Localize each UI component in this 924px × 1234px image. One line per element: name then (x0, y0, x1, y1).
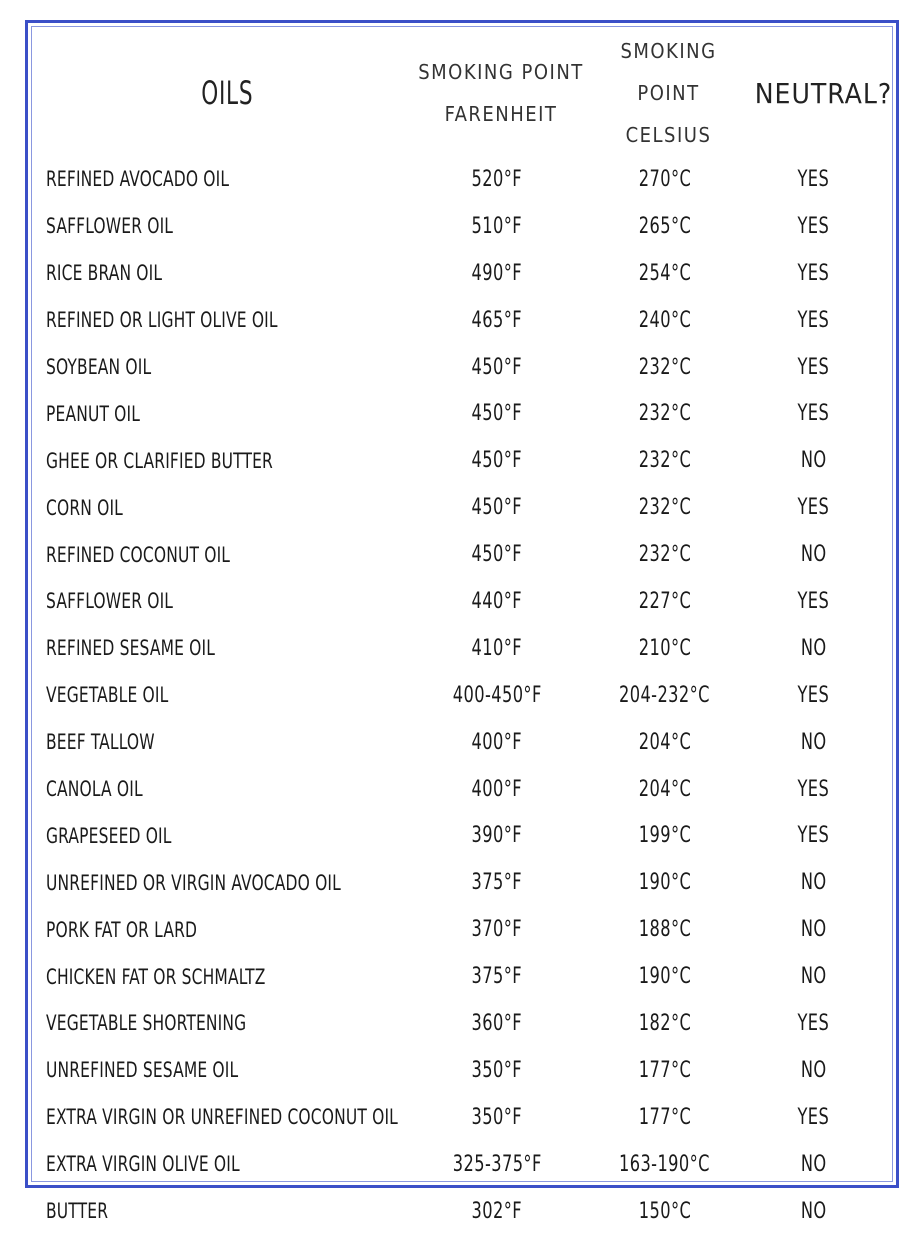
neutral-value: NO (800, 917, 827, 943)
smoking-point-celsius: 150°C (638, 1198, 691, 1224)
oil-name: BEEF TALLOW (46, 730, 155, 755)
neutral-value-cell (751, 812, 896, 859)
neutral-value: YES (797, 401, 830, 427)
table-row (46, 1000, 896, 1047)
smoking-point-fahrenheit-cell (416, 1188, 586, 1234)
smoking-point-celsius: 254°C (638, 260, 691, 286)
smoking-point-celsius: 204-232°C (619, 682, 710, 708)
neutral-value: YES (797, 682, 830, 708)
smoking-point-celsius: 227°C (638, 588, 691, 614)
smoking-point-celsius: 232°C (638, 401, 691, 427)
oil-name: GRAPESEED OIL (46, 823, 172, 848)
oil-name: SAFFLOWER OIL (46, 214, 174, 239)
table-row (46, 1094, 896, 1141)
smoking-point-celsius: 177°C (638, 1057, 691, 1083)
neutral-value-cell (751, 1047, 896, 1094)
smoking-point-fahrenheit: 400°F (471, 729, 523, 755)
header-neutral: NEUTRAL? (754, 76, 893, 110)
neutral-value-cell (751, 390, 896, 437)
smoking-point-celsius-cell (586, 156, 751, 203)
table-row (46, 953, 896, 1000)
smoking-point-celsius-cell (586, 625, 751, 672)
oil-name-cell (46, 1047, 416, 1094)
smoking-point-celsius-cell (586, 672, 751, 719)
oil-name-cell (46, 297, 416, 344)
header-celsius-line2: CELSIUS (625, 123, 712, 147)
smoking-point-fahrenheit: 350°F (471, 1057, 523, 1083)
oil-name: CHICKEN FAT OR SCHMALTZ (46, 964, 266, 989)
oil-name-cell (46, 390, 416, 437)
neutral-value-cell (751, 484, 896, 531)
smoking-point-celsius: 190°C (638, 964, 691, 990)
smoking-point-celsius: 204°C (638, 776, 691, 802)
neutral-value: YES (797, 260, 830, 286)
smoking-point-celsius-cell (586, 812, 751, 859)
table-row (46, 1141, 896, 1188)
smoking-point-celsius: 210°C (638, 635, 691, 661)
smoking-point-celsius-cell (586, 1047, 751, 1094)
oil-name-cell (46, 766, 416, 813)
smoking-point-fahrenheit: 390°F (471, 823, 523, 849)
smoking-point-fahrenheit-cell (416, 906, 586, 953)
oil-name: VEGETABLE OIL (46, 683, 169, 708)
smoking-point-celsius: 204°C (638, 729, 691, 755)
neutral-value: YES (797, 307, 830, 333)
neutral-value-cell (751, 578, 896, 625)
oil-name: VEGETABLE SHORTENING (46, 1011, 247, 1036)
smoking-point-celsius-cell (586, 437, 751, 484)
neutral-value-cell (751, 625, 896, 672)
smoking-point-fahrenheit-cell (416, 156, 586, 203)
neutral-value: YES (797, 588, 830, 614)
oil-name: RICE BRAN OIL (46, 261, 163, 286)
smoking-point-celsius: 199°C (638, 823, 691, 849)
oil-name-cell (46, 859, 416, 906)
neutral-value: NO (800, 870, 827, 896)
oil-name-cell (46, 906, 416, 953)
smoking-point-celsius: 232°C (638, 542, 691, 568)
smoking-point-fahrenheit-cell (416, 766, 586, 813)
neutral-value-cell (751, 766, 896, 813)
neutral-value-cell (751, 906, 896, 953)
table-row (46, 203, 896, 250)
smoking-point-fahrenheit-cell (416, 344, 586, 391)
smoking-point-fahrenheit: 450°F (471, 354, 523, 380)
table-row (46, 625, 896, 672)
smoking-point-celsius: 270°C (638, 166, 691, 192)
smoking-point-celsius-cell (586, 1000, 751, 1047)
neutral-value: NO (800, 448, 827, 474)
smoking-point-celsius-cell (586, 390, 751, 437)
header-fahrenheit-line1: SMOKING POINT (418, 60, 584, 84)
neutral-value-cell (751, 953, 896, 1000)
oil-name-cell (46, 1188, 416, 1234)
oil-name-cell (46, 203, 416, 250)
oil-name-cell (46, 1000, 416, 1047)
neutral-value-cell (751, 203, 896, 250)
oil-name: EXTRA VIRGIN OLIVE OIL (46, 1152, 240, 1177)
table-body (46, 156, 896, 1234)
neutral-value-cell (751, 1188, 896, 1234)
neutral-value-cell (751, 1000, 896, 1047)
neutral-value: YES (797, 354, 830, 380)
header-celsius-line1: SMOKING POINT (620, 39, 717, 105)
smoking-point-celsius-cell (586, 859, 751, 906)
smoking-point-celsius-cell (586, 906, 751, 953)
smoking-point-fahrenheit: 370°F (471, 917, 523, 943)
neutral-value-cell (751, 1094, 896, 1141)
smoking-point-celsius: 177°C (638, 1104, 691, 1130)
oil-name: SAFFLOWER OIL (46, 589, 174, 614)
oil-name: CORN OIL (46, 495, 123, 520)
smoking-point-fahrenheit: 490°F (471, 260, 523, 286)
oil-name: PORK FAT OR LARD (46, 917, 198, 942)
neutral-value: YES (797, 823, 830, 849)
table-row (46, 437, 896, 484)
table-row (46, 390, 896, 437)
header-fahrenheit (416, 30, 586, 156)
oil-name: GHEE OR CLARIFIED BUTTER (46, 448, 273, 473)
smoking-point-celsius-cell (586, 953, 751, 1000)
table-row (46, 344, 896, 391)
smoking-point-fahrenheit: 450°F (471, 542, 523, 568)
smoking-point-celsius-cell (586, 203, 751, 250)
smoking-point-fahrenheit-cell (416, 297, 586, 344)
oil-name-cell (46, 250, 416, 297)
neutral-value-cell (751, 531, 896, 578)
neutral-value: NO (800, 635, 827, 661)
oil-name: SOYBEAN OIL (46, 355, 152, 379)
neutral-value: NO (800, 1198, 827, 1224)
header-celsius (586, 30, 751, 156)
header-row (46, 30, 896, 156)
smoking-point-celsius: 188°C (638, 917, 691, 943)
neutral-value: YES (797, 1104, 830, 1130)
neutral-value: YES (797, 1010, 830, 1036)
oil-name-cell (46, 672, 416, 719)
oil-name: REFINED COCONUT OIL (46, 542, 231, 567)
neutral-value: YES (797, 166, 830, 192)
header-fahrenheit-line2: FARENHEIT (444, 102, 558, 126)
smoking-point-celsius-cell (586, 297, 751, 344)
neutral-value: NO (800, 964, 827, 990)
neutral-value: YES (797, 495, 830, 521)
smoking-point-fahrenheit: 450°F (471, 401, 523, 427)
smoking-point-fahrenheit-cell (416, 1000, 586, 1047)
smoking-point-celsius-cell (586, 1141, 751, 1188)
oil-name-cell (46, 719, 416, 766)
neutral-value: NO (800, 542, 827, 568)
neutral-value-cell (751, 719, 896, 766)
smoking-point-celsius-cell (586, 250, 751, 297)
oil-name: CANOLA OIL (46, 777, 143, 802)
smoking-point-celsius-cell (586, 1188, 751, 1234)
smoking-point-fahrenheit: 400°F (471, 776, 523, 802)
smoking-point-fahrenheit: 510°F (471, 213, 523, 239)
oil-name: REFINED AVOCADO OIL (46, 167, 230, 192)
oil-name-cell (46, 484, 416, 531)
neutral-value-cell (751, 1141, 896, 1188)
oil-name: REFINED SESAME OIL (46, 636, 216, 661)
oil-name-cell (46, 531, 416, 578)
smoking-point-fahrenheit-cell (416, 484, 586, 531)
oil-name-cell (46, 344, 416, 391)
oil-name-cell (46, 1141, 416, 1188)
table-row (46, 766, 896, 813)
smoking-point-fahrenheit: 450°F (471, 495, 523, 521)
oil-name: PEANUT OIL (46, 401, 141, 426)
smoking-point-fahrenheit: 350°F (471, 1104, 523, 1130)
neutral-value: NO (800, 1151, 827, 1177)
smoking-point-fahrenheit: 520°F (471, 166, 523, 192)
smoking-point-fahrenheit-cell (416, 390, 586, 437)
neutral-value-cell (751, 297, 896, 344)
smoking-point-fahrenheit-cell (416, 812, 586, 859)
smoking-point-celsius: 240°C (638, 307, 691, 333)
table-row (46, 1188, 896, 1234)
oil-name: REFINED OR LIGHT OLIVE OIL (46, 308, 278, 333)
oil-name: BUTTER (46, 1199, 109, 1224)
smoking-point-fahrenheit-cell (416, 437, 586, 484)
table-row (46, 297, 896, 344)
smoking-point-celsius: 265°C (638, 213, 691, 239)
smoking-point-fahrenheit-cell (416, 859, 586, 906)
table-row (46, 859, 896, 906)
neutral-value-cell (751, 672, 896, 719)
smoking-point-celsius-cell (586, 1094, 751, 1141)
smoking-point-celsius: 232°C (638, 495, 691, 521)
oil-name-cell (46, 953, 416, 1000)
smoking-point-fahrenheit-cell (416, 1141, 586, 1188)
smoking-point-fahrenheit-cell (416, 1047, 586, 1094)
table-row (46, 156, 896, 203)
header-oils: OILS (201, 74, 254, 112)
oil-name: EXTRA VIRGIN OR UNREFINED COCONUT OIL (46, 1105, 398, 1130)
neutral-value-cell (751, 859, 896, 906)
oil-name-cell (46, 578, 416, 625)
smoking-point-celsius: 232°C (638, 354, 691, 380)
smoking-point-fahrenheit: 302°F (471, 1198, 523, 1224)
smoking-point-fahrenheit: 360°F (471, 1010, 523, 1036)
smoking-point-fahrenheit-cell (416, 531, 586, 578)
neutral-value: YES (797, 213, 830, 239)
smoking-point-celsius-cell (586, 531, 751, 578)
oil-name-cell (46, 812, 416, 859)
oil-name-cell (46, 625, 416, 672)
table-row (46, 250, 896, 297)
smoking-point-fahrenheit-cell (416, 672, 586, 719)
smoking-point-celsius: 182°C (638, 1010, 691, 1036)
smoking-point-celsius: 190°C (638, 870, 691, 896)
neutral-value: NO (800, 729, 827, 755)
smoking-point-fahrenheit: 325-375°F (452, 1151, 542, 1177)
smoking-point-fahrenheit-cell (416, 953, 586, 1000)
smoking-point-celsius: 232°C (638, 448, 691, 474)
table-row (46, 719, 896, 766)
table-row (46, 812, 896, 859)
neutral-value-cell (751, 156, 896, 203)
smoking-point-fahrenheit-cell (416, 250, 586, 297)
smoking-point-fahrenheit: 440°F (471, 588, 523, 614)
table-row (46, 578, 896, 625)
smoking-point-table (46, 30, 896, 1234)
smoking-point-fahrenheit: 400-450°F (452, 682, 542, 708)
neutral-value: YES (797, 776, 830, 802)
table-row (46, 672, 896, 719)
smoking-point-fahrenheit: 410°F (471, 635, 523, 661)
smoking-point-fahrenheit-cell (416, 203, 586, 250)
table-row (46, 531, 896, 578)
table-row (46, 906, 896, 953)
smoking-point-fahrenheit: 465°F (471, 307, 523, 333)
smoking-point-celsius-cell (586, 719, 751, 766)
smoking-point-fahrenheit-cell (416, 719, 586, 766)
smoking-point-fahrenheit-cell (416, 1094, 586, 1141)
oil-name-cell (46, 1094, 416, 1141)
smoking-point-celsius-cell (586, 344, 751, 391)
smoking-point-fahrenheit-cell (416, 625, 586, 672)
neutral-value-cell (751, 344, 896, 391)
neutral-value-cell (751, 437, 896, 484)
smoking-point-celsius: 163-190°C (619, 1151, 710, 1177)
smoking-point-celsius-cell (586, 484, 751, 531)
smoking-point-fahrenheit: 375°F (471, 870, 523, 896)
smoking-point-celsius-cell (586, 578, 751, 625)
smoking-point-fahrenheit: 450°F (471, 448, 523, 474)
table-row (46, 484, 896, 531)
table-row (46, 1047, 896, 1094)
oil-name-cell (46, 156, 416, 203)
oil-name: UNREFINED SESAME OIL (46, 1058, 239, 1083)
smoking-point-fahrenheit: 375°F (471, 964, 523, 990)
neutral-value: NO (800, 1057, 827, 1083)
oil-name-cell (46, 437, 416, 484)
smoking-point-fahrenheit-cell (416, 578, 586, 625)
smoking-point-celsius-cell (586, 766, 751, 813)
neutral-value-cell (751, 250, 896, 297)
oil-name: UNREFINED OR VIRGIN AVOCADO OIL (46, 870, 341, 895)
